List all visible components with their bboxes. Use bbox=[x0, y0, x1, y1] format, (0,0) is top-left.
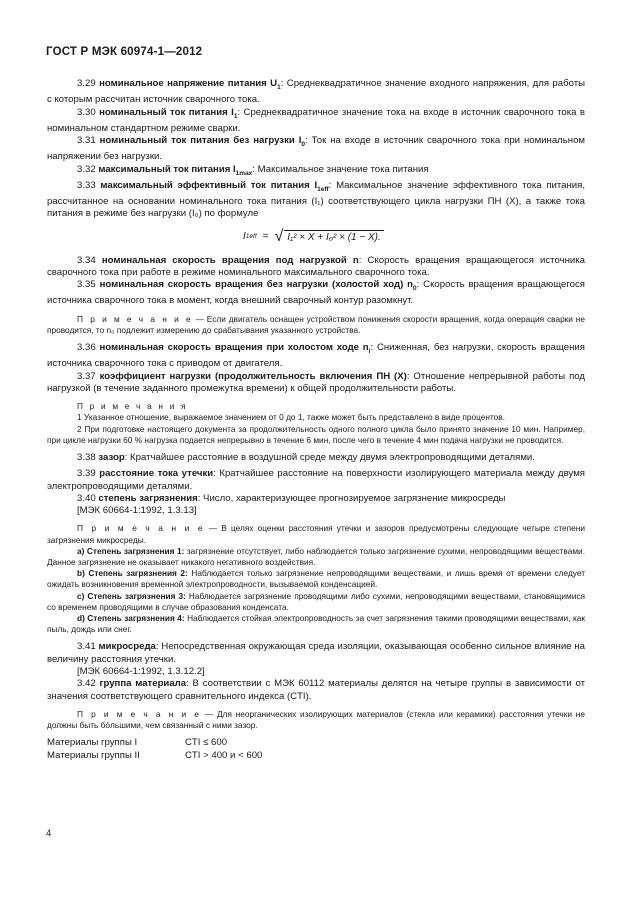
clause-3-32: 3.32 максимальный ток питания $I_{1max}$: Максимальное значение тока питания bbox=[77, 163, 429, 177]
clause-3-41-ref: [МЭК 60664-1:1992, 1.3.12.2] bbox=[77, 666, 205, 678]
clause-3-42: 3.42 группа материала: В соответствии с МЭК 60112 материалы делятся на четыре группы в зависимости от значения соответствующего сравнительного индекса (CTI). bbox=[47, 678, 585, 702]
clause-3-38: 3.38 зазор: Кратчайшее расстояние в воздушной среде между двумя электропроводящими деталями. bbox=[77, 451, 535, 463]
clause-3-33: 3.33 максимальный эффективный ток питания $I_{1eff}$: Максимальное значение эффективного тока питания, рассчитанное на основании номинального тока питания (I₁) соответствующего цикла нагрузки ПН (X), а также тока питания в режиме без нагрузки (I₀) по формуле bbox=[47, 179, 586, 220]
clause-3-41: 3.41 микросреда: Непосредственная окружающая среда изоляции, оказывающая особенно сильное влияние на величину расстояния утечки. bbox=[47, 641, 586, 665]
pollution-degree-1: a) Степень загрязнения 1: загрязнение отсутствует, либо наблюдается только загрязнение сухими, непроводящими веществами. Данное загрязнение не оказывает никакого негативного воздействия. bbox=[47, 545, 585, 567]
sqrt-symbol: √ bbox=[274, 227, 284, 245]
clause-3-36: 3.36 номинальная скорость вращения при холостом ходе $n_i$: Сниженная, без нагрузки, скорость вращения источника сварочного тока с приводом от двигателя. bbox=[47, 342, 585, 370]
material-group-row: Материалы группы II CTI > 400 и < 600 bbox=[47, 749, 263, 761]
note-3-37-1: 1 Указанное отношение, выражаемое значением от 0 до 1, также может быть представлено в виде процентов. bbox=[77, 412, 505, 423]
clause-3-40-ref: [МЭК 60664-1:1992, 1.3.13] bbox=[77, 505, 197, 517]
document-body bbox=[47, 78, 585, 762]
clause-3-34: 3.34 номинальная скорость вращения под нагрузкой n: Скорость вращения вращающегося источника сварочного тока при работе в режиме номинального максимального сварочного тока. bbox=[47, 254, 585, 278]
clause-3-29: 3.29 номинальное напряжение питания $U_1$: Среднеквадратичное значение входного напряжения, для работы с которым рассчитан источник сварочного тока. bbox=[47, 78, 585, 106]
note-3-40: П р и м е ч а н и е — В целях оценки расстояния утечки и зазоров предусмотрены следующие четыре степени загрязнения микросреды. bbox=[47, 523, 585, 545]
note-3-35: П р и м е ч а н и е — Если двигатель оснащен устройством понижения скорости вращения, когда операция сварки не проводится, то n₀ подлежит измерению до срабатывания указанного устройства. bbox=[47, 313, 585, 335]
clause-3-30: 3.30 номинальный ток питания $I_1$: Среднеквадратичное значение тока на входе в источник сварочного тока в номинальном стандартном режиме сварки. bbox=[47, 106, 585, 134]
pollution-degree-2: b) Степень загрязнения 2: Наблюдается только загрязнение непроводящими веществами, и лишь время от времени следует ожидать возникновения временной электропроводности, вызываемой конденсацией. bbox=[47, 568, 585, 590]
formula-i1eff: I 1eff = √ I₁² × X + I₀² × (1 − X). bbox=[243, 229, 585, 245]
material-group-row: Материалы группы I CTI ≤ 600 bbox=[47, 737, 228, 749]
clause-3-37: 3.37 коэффициент нагрузки (продолжительность включения ПН (X): Отношение непрерывной работы под нагрузкой (в течение заданного промежутка времени) к общей продолжительности работы. bbox=[47, 370, 585, 394]
clause-3-39: 3.39 расстояние тока утечки: Кратчайшее расстояние на поверхности изолирующего материала между двумя электропроводящими деталями. bbox=[47, 468, 585, 492]
pollution-degree-4: d) Степень загрязнения 4: Наблюдается стойкая электропроводность за счет загрязнения такими проводящими веществами, как пыль, дождь или снег. bbox=[47, 613, 586, 635]
standard-header: ГОСТ Р МЭК 60974-1—2012 bbox=[46, 46, 203, 58]
page-number: 4 bbox=[46, 828, 52, 839]
formula-radicand: I₁² × X + I₀² × (1 − X). bbox=[284, 230, 384, 243]
pollution-degree-3: c) Степень загрязнения 3: Наблюдается загрязнение проводящими либо сухими, непроводящими веществами, становящимися со временем проводящими в случае образования конденсата. bbox=[47, 590, 585, 612]
notes-label: П р и м е ч а н и я bbox=[77, 401, 188, 412]
note-3-42: П р и м е ч а н и е — Для неорганических изолирующих материалов (стекла или керамики) расстояния утечки не должны быть бо́льшими, чем связанный с ними зазор. bbox=[47, 708, 585, 731]
clause-3-40: 3.40 степень загрязнения: Число, характеризующее прогнозируемое загрязнение микросреды bbox=[77, 492, 506, 504]
clause-3-31: 3.31 номинальный ток питания без нагрузки $I_0$: Ток на входе в источник сварочного тока при номинальном напряжении без нагрузки. bbox=[47, 135, 586, 163]
clause-3-35: 3.35 номинальная скорость вращения без нагрузки (холостой ход) $n_0$: Скорость вращения вращающегося источника сварочного тока в момент, когда внешний сварочный контур разомкнут. bbox=[47, 279, 585, 307]
note-3-37-2: 2 При подготовке настоящего документа за продолжительность одного полного цикла было принято значение 10 мин. Например, при цикле нагрузки 60 % нагрузка подается непрерывно в течение 6 мин, после чего в течение 4 мин подача нагрузки не проводится. bbox=[47, 423, 585, 445]
